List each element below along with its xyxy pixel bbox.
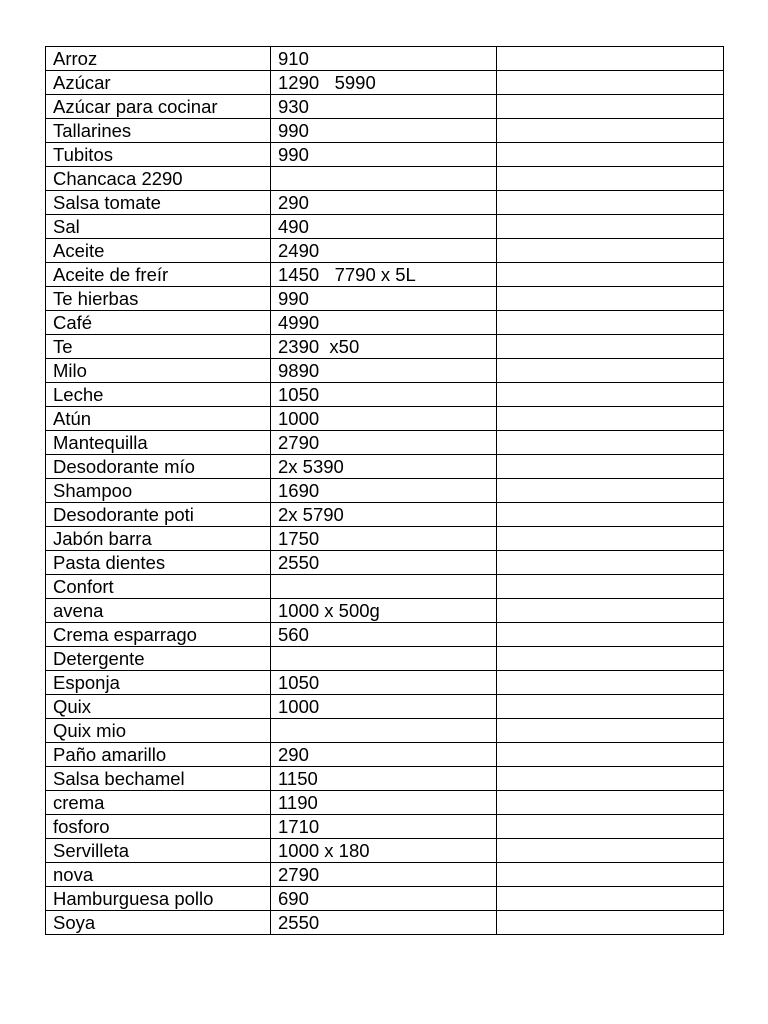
item-name-cell: Milo <box>46 359 271 383</box>
price-cell: 1450 7790 x 5L <box>271 263 497 287</box>
notes-cell <box>497 551 724 575</box>
item-name-cell: Hamburguesa pollo <box>46 887 271 911</box>
table-row <box>46 431 724 455</box>
notes-cell <box>497 695 724 719</box>
item-name-cell: Te hierbas <box>46 287 271 311</box>
table-row <box>46 743 724 767</box>
price-cell <box>271 719 497 743</box>
price-cell: 1750 <box>271 527 497 551</box>
table-row <box>46 239 724 263</box>
item-name-cell: Servilleta <box>46 839 271 863</box>
notes-cell <box>497 623 724 647</box>
item-name-cell: Shampoo <box>46 479 271 503</box>
item-name-cell: Azúcar <box>46 71 271 95</box>
table-row <box>46 47 724 71</box>
item-name-cell: Chancaca 2290 <box>46 167 271 191</box>
price-cell: 1290 5990 <box>271 71 497 95</box>
price-cell: 690 <box>271 887 497 911</box>
notes-cell <box>497 71 724 95</box>
notes-cell <box>497 671 724 695</box>
notes-cell <box>497 215 724 239</box>
table-row <box>46 191 724 215</box>
notes-cell <box>497 647 724 671</box>
item-name-cell: Aceite de freír <box>46 263 271 287</box>
notes-cell <box>497 143 724 167</box>
table-row <box>46 791 724 815</box>
table-body <box>46 47 724 935</box>
price-cell: 1000 x 180 <box>271 839 497 863</box>
notes-cell <box>497 839 724 863</box>
price-cell: 9890 <box>271 359 497 383</box>
price-cell: 1050 <box>271 671 497 695</box>
item-name-cell: fosforo <box>46 815 271 839</box>
notes-cell <box>497 335 724 359</box>
price-cell: 290 <box>271 743 497 767</box>
table-row <box>46 551 724 575</box>
price-cell: 560 <box>271 623 497 647</box>
table-row <box>46 479 724 503</box>
item-name-cell: Soya <box>46 911 271 935</box>
item-name-cell: Paño amarillo <box>46 743 271 767</box>
price-cell: 2550 <box>271 551 497 575</box>
item-name-cell: Leche <box>46 383 271 407</box>
item-name-cell: Quix mio <box>46 719 271 743</box>
price-cell: 1690 <box>271 479 497 503</box>
table-row <box>46 383 724 407</box>
item-name-cell: nova <box>46 863 271 887</box>
table-row <box>46 839 724 863</box>
item-name-cell: Café <box>46 311 271 335</box>
table-row <box>46 215 724 239</box>
item-name-cell: Salsa bechamel <box>46 767 271 791</box>
table-row <box>46 719 724 743</box>
notes-cell <box>497 527 724 551</box>
price-cell: 2490 <box>271 239 497 263</box>
price-cell: 1000 <box>271 695 497 719</box>
item-name-cell: Sal <box>46 215 271 239</box>
table-row <box>46 311 724 335</box>
notes-cell <box>497 479 724 503</box>
table-row <box>46 263 724 287</box>
notes-cell <box>497 791 724 815</box>
table-row <box>46 575 724 599</box>
grocery-price-table <box>45 46 724 935</box>
price-cell: 2x 5790 <box>271 503 497 527</box>
notes-cell <box>497 47 724 71</box>
table-row <box>46 143 724 167</box>
notes-cell <box>497 431 724 455</box>
notes-cell <box>497 887 724 911</box>
table-row <box>46 527 724 551</box>
price-cell: 4990 <box>271 311 497 335</box>
notes-cell <box>497 263 724 287</box>
price-cell: 1050 <box>271 383 497 407</box>
item-name-cell: Detergente <box>46 647 271 671</box>
item-name-cell: crema <box>46 791 271 815</box>
price-cell: 910 <box>271 47 497 71</box>
table-row <box>46 623 724 647</box>
notes-cell <box>497 359 724 383</box>
price-cell: 1710 <box>271 815 497 839</box>
item-name-cell: Salsa tomate <box>46 191 271 215</box>
table-row <box>46 695 724 719</box>
item-name-cell: Tubitos <box>46 143 271 167</box>
price-cell: 990 <box>271 143 497 167</box>
notes-cell <box>497 191 724 215</box>
notes-cell <box>497 503 724 527</box>
notes-cell <box>497 599 724 623</box>
table-row <box>46 599 724 623</box>
price-cell: 1150 <box>271 767 497 791</box>
notes-cell <box>497 815 724 839</box>
notes-cell <box>497 287 724 311</box>
table-row <box>46 119 724 143</box>
price-cell: 2790 <box>271 863 497 887</box>
price-cell: 2790 <box>271 431 497 455</box>
price-cell <box>271 647 497 671</box>
item-name-cell: Azúcar para cocinar <box>46 95 271 119</box>
item-name-cell: Mantequilla <box>46 431 271 455</box>
item-name-cell: Esponja <box>46 671 271 695</box>
notes-cell <box>497 311 724 335</box>
notes-cell <box>497 863 724 887</box>
item-name-cell: Arroz <box>46 47 271 71</box>
table-row <box>46 335 724 359</box>
item-name-cell: Crema esparrago <box>46 623 271 647</box>
table-row <box>46 287 724 311</box>
item-name-cell: Aceite <box>46 239 271 263</box>
notes-cell <box>497 719 724 743</box>
notes-cell <box>497 767 724 791</box>
price-cell: 2550 <box>271 911 497 935</box>
table-row <box>46 767 724 791</box>
notes-cell <box>497 743 724 767</box>
table-row <box>46 359 724 383</box>
price-cell: 2390 x50 <box>271 335 497 359</box>
table-row <box>46 95 724 119</box>
item-name-cell: Desodorante poti <box>46 503 271 527</box>
table-row <box>46 407 724 431</box>
table-row <box>46 863 724 887</box>
notes-cell <box>497 455 724 479</box>
table-row <box>46 671 724 695</box>
table-row <box>46 167 724 191</box>
item-name-cell: Atún <box>46 407 271 431</box>
price-cell <box>271 575 497 599</box>
notes-cell <box>497 575 724 599</box>
price-cell: 490 <box>271 215 497 239</box>
price-cell <box>271 167 497 191</box>
price-cell: 1000 <box>271 407 497 431</box>
table-row <box>46 71 724 95</box>
item-name-cell: avena <box>46 599 271 623</box>
table-row <box>46 887 724 911</box>
notes-cell <box>497 383 724 407</box>
notes-cell <box>497 119 724 143</box>
item-name-cell: Confort <box>46 575 271 599</box>
price-cell: 2x 5390 <box>271 455 497 479</box>
price-cell: 290 <box>271 191 497 215</box>
price-cell: 990 <box>271 287 497 311</box>
item-name-cell: Desodorante mío <box>46 455 271 479</box>
price-cell: 1190 <box>271 791 497 815</box>
price-cell: 1000 x 500g <box>271 599 497 623</box>
notes-cell <box>497 167 724 191</box>
price-cell: 930 <box>271 95 497 119</box>
table-row <box>46 911 724 935</box>
item-name-cell: Quix <box>46 695 271 719</box>
notes-cell <box>497 95 724 119</box>
table-row <box>46 455 724 479</box>
item-name-cell: Te <box>46 335 271 359</box>
table-row <box>46 503 724 527</box>
notes-cell <box>497 911 724 935</box>
price-cell: 990 <box>271 119 497 143</box>
item-name-cell: Pasta dientes <box>46 551 271 575</box>
table-row <box>46 647 724 671</box>
notes-cell <box>497 239 724 263</box>
table-row <box>46 815 724 839</box>
item-name-cell: Jabón barra <box>46 527 271 551</box>
item-name-cell: Tallarines <box>46 119 271 143</box>
notes-cell <box>497 407 724 431</box>
